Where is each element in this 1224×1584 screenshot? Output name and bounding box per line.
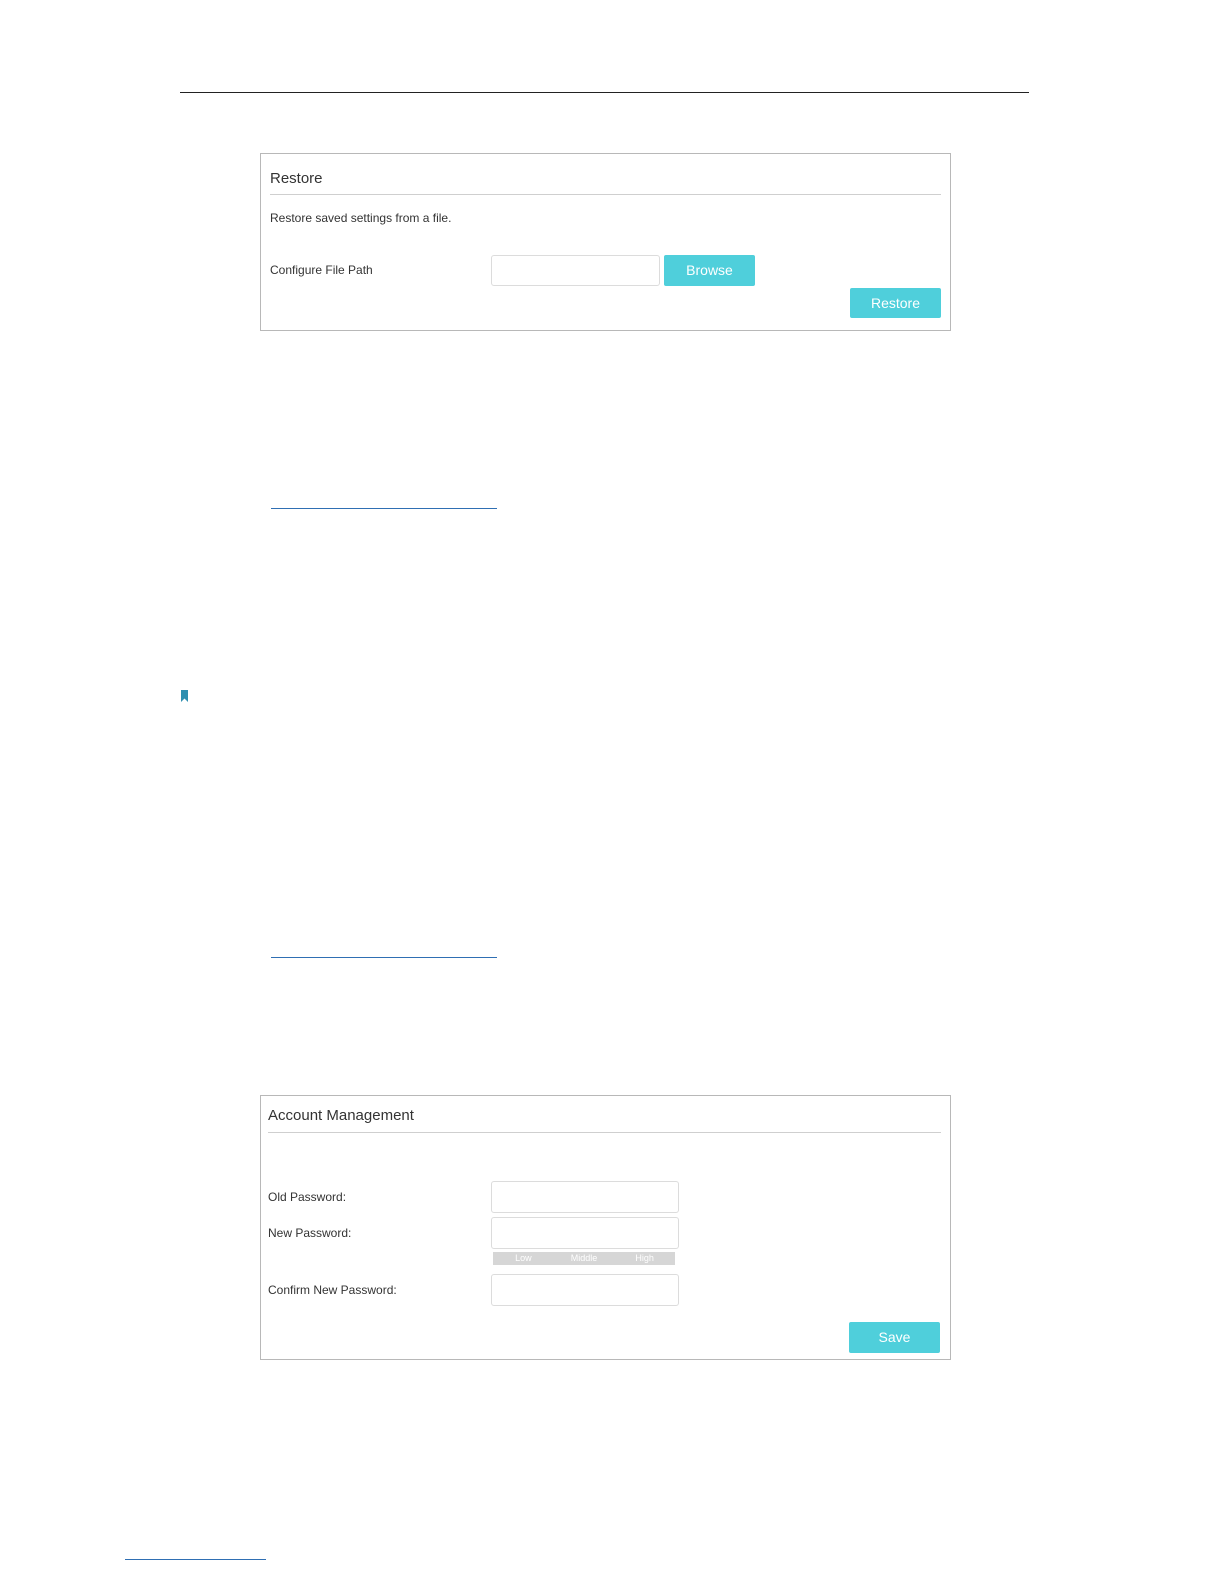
restore-panel-title: Restore <box>270 170 323 187</box>
footer-link-underline[interactable] <box>125 1559 266 1560</box>
link-underline[interactable] <box>271 508 497 509</box>
old-password-field[interactable] <box>491 1181 679 1213</box>
old-password-label: Old Password: <box>268 1190 347 1204</box>
restore-description: Restore saved settings from a file. <box>270 211 452 225</box>
account-panel-title: Account Management <box>268 1107 414 1124</box>
strength-high: High <box>635 1253 654 1263</box>
bookmark-icon <box>180 690 189 702</box>
strength-middle: Middle <box>570 1253 598 1263</box>
confirm-password-label: Confirm New Password: <box>268 1283 397 1297</box>
file-path-input[interactable] <box>491 255 660 286</box>
confirm-password-field[interactable] <box>491 1274 679 1306</box>
restore-panel-divider <box>270 194 941 195</box>
file-path-label: Configure File Path <box>270 263 373 277</box>
browse-button[interactable]: Browse <box>664 255 755 286</box>
save-button[interactable]: Save <box>849 1322 940 1353</box>
new-password-label: New Password: <box>268 1226 352 1240</box>
header-rule <box>180 92 1029 93</box>
password-strength-meter <box>493 1252 675 1265</box>
new-password-field[interactable] <box>491 1217 679 1249</box>
restore-button[interactable]: Restore <box>850 288 941 318</box>
account-panel <box>260 1095 951 1360</box>
account-panel-divider <box>268 1132 941 1133</box>
link-underline[interactable] <box>271 957 497 958</box>
strength-low: Low <box>515 1253 532 1263</box>
restore-panel <box>260 153 951 331</box>
